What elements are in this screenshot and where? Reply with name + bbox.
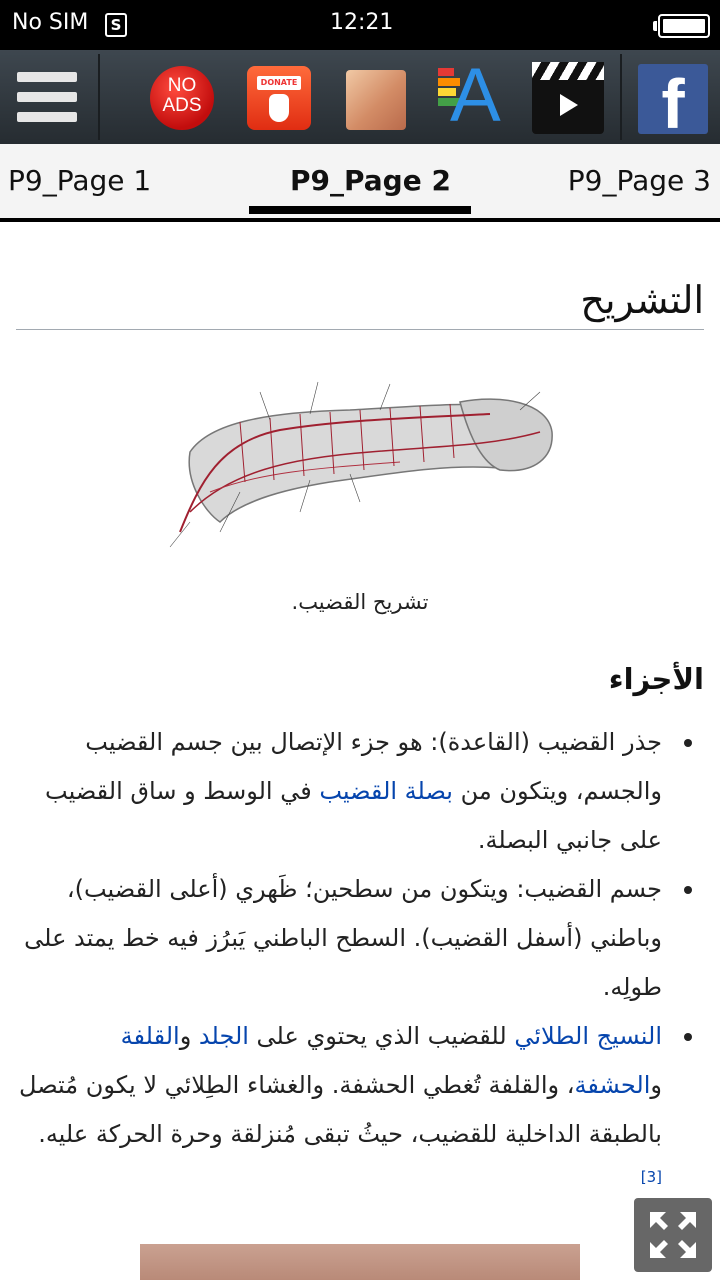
status-bar [0,0,720,50]
tab-page-2[interactable]: P9_Page 2 [290,164,451,197]
link-skin[interactable]: الجلد [198,1022,249,1050]
list-item: النسيج الطلائي للقضيب الذي يحتوي على الجلد والقلفة والحشفة، والقلفة تُغطي الحشفة. والغشاء الطِلائي لا يكون مُتصل بالطبقة الداخلية للقضيب، حيثُ تبقى مُنزلقة وحرة الحركة عليه.[3] [18,1012,702,1208]
tab-page-1[interactable]: P9_Page 1 [8,164,152,197]
clapperboard-icon [532,62,604,80]
page-tabs [0,144,720,222]
article-content [0,222,720,1280]
donate-label: DONATE [257,76,301,90]
font-size-button[interactable] [438,53,502,138]
donate-button[interactable] [247,66,311,130]
parts-list [18,718,702,1208]
list-item: جذر القضيب (القاعدة): هو جزء الإتصال بين جسم القضيب والجسم، ويتكون من بصلة القضيب في الوسط و ساق القضيب على جانبي البصلة. [18,718,702,865]
hand-pointer-icon [269,94,289,122]
font-a-icon: A [450,53,501,138]
hamburger-menu-button[interactable] [0,50,98,144]
no-ads-line1: NO [167,75,197,96]
tab-page-3[interactable]: P9_Page 3 [567,164,711,197]
battery-icon [658,14,710,38]
link-foreskin[interactable]: القلفة [120,1022,180,1050]
carrier-label: No SIM [12,10,89,35]
clock: 12:21 [330,10,394,35]
section-heading: الأجزاء [608,662,704,696]
title-divider [16,329,704,330]
play-icon [560,94,578,116]
no-ads-line2: ADS [162,95,202,116]
toolbar-divider [98,54,100,140]
app-toolbar [0,50,720,144]
list-item: جسم القضيب: ويتكون من سطحين؛ ظَهري (أعلى القضيب)، وباطني (أسفل القضيب). السطح الباطني يَبرُز فيه خط يمتد على طولِه. [18,865,702,1012]
facebook-button[interactable]: f [638,64,708,134]
link-penile-bulb[interactable]: بصلة القضيب [319,777,453,805]
no-ads-button[interactable] [150,66,214,130]
anatomy-photo[interactable] [140,1244,580,1280]
anatomy-thumbnail-button[interactable] [346,70,406,130]
reference-link[interactable]: [3] [640,1168,662,1186]
figure-caption: تشريح القضيب. [291,590,429,614]
active-tab-indicator [249,206,471,214]
link-glans[interactable]: الحشفة [574,1071,651,1099]
expand-icon [634,1198,712,1272]
video-button[interactable] [532,62,604,134]
sim-icon: S [105,13,127,37]
fullscreen-button[interactable] [634,1198,712,1272]
page-title: التشريح [580,278,704,322]
link-epithelial-tissue[interactable]: النسيج الطلائي [514,1022,662,1050]
anatomy-figure[interactable] [150,362,570,562]
toolbar-divider [620,54,622,140]
